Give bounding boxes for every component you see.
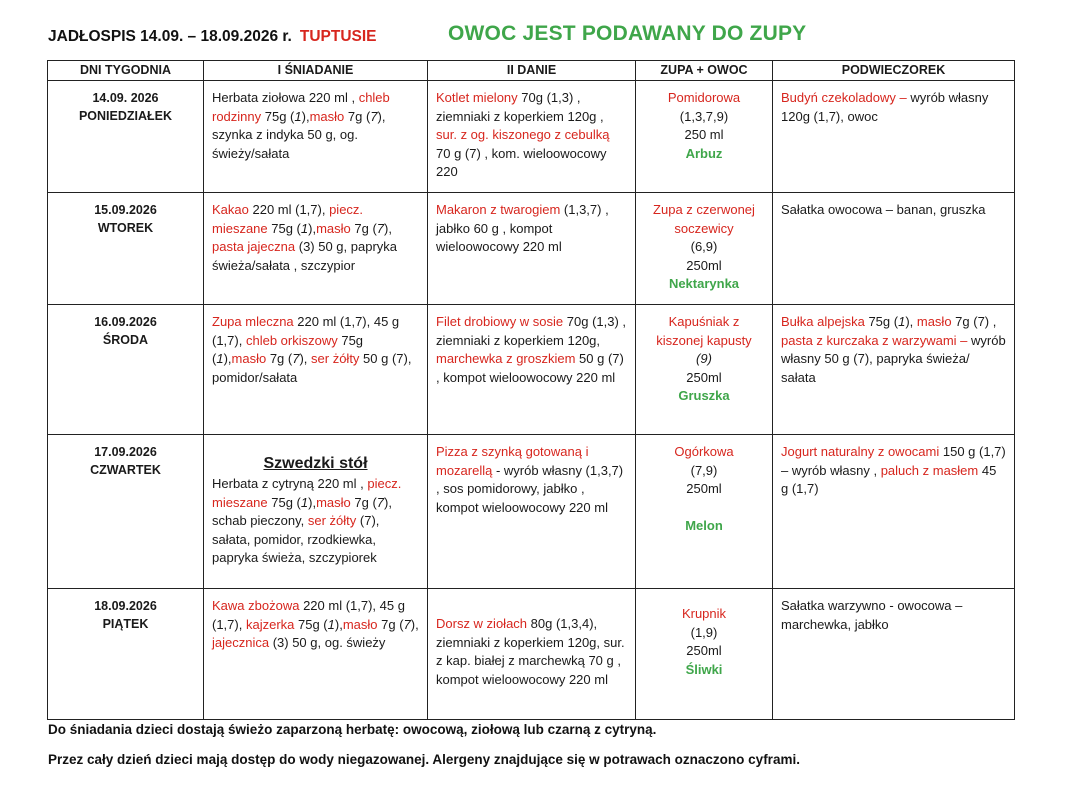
breakfast-cell bbox=[204, 81, 428, 193]
snack-text: Sałatka owocowa – banan, gruszka bbox=[781, 202, 986, 217]
soup-cell bbox=[636, 81, 773, 193]
breakfast-highlight: masło bbox=[231, 351, 267, 366]
column-header-soup-fruit: ZUPA + OWOC bbox=[636, 61, 773, 81]
day-date: 17.09.2026 bbox=[94, 445, 157, 459]
breakfast-highlight: piecz. mieszane bbox=[212, 476, 402, 510]
breakfast-text: 7g ( bbox=[377, 616, 404, 632]
snack-highlight: paluch z masłem bbox=[880, 462, 979, 478]
soup-fruit: Śliwki bbox=[685, 661, 723, 677]
breakfast-text: ), bbox=[334, 616, 343, 632]
day-date: 16.09.2026 bbox=[94, 315, 157, 329]
breakfast-text: 7g ( bbox=[350, 220, 377, 236]
allergen-mark: 1 bbox=[216, 351, 224, 366]
day-cell bbox=[48, 305, 204, 435]
snack-text: ), bbox=[905, 314, 917, 329]
breakfast-highlight: masło bbox=[316, 220, 351, 236]
breakfast-text: (3) 50 g, og. świeży bbox=[269, 635, 386, 650]
breakfast-cell bbox=[204, 193, 428, 305]
breakfast-text: ), bbox=[308, 220, 317, 236]
breakfast-text: ), bbox=[301, 108, 310, 124]
breakfast-highlight: chleb rodzinny bbox=[212, 90, 390, 124]
day-cell bbox=[48, 589, 204, 720]
breakfast-highlight: Kawa zbożowa bbox=[212, 598, 300, 613]
breakfast-highlight: kajzerka bbox=[245, 616, 295, 632]
second-course-text: 50 g (7) , kompot wieloowocowy 220 ml bbox=[436, 351, 624, 385]
soup-allergens: (1,3,7,9) bbox=[679, 108, 729, 124]
menu-title bbox=[48, 28, 377, 46]
breakfast-highlight: pasta jajeczna bbox=[212, 239, 296, 254]
special-label: Szwedzki stół bbox=[263, 455, 368, 472]
snack-text: 150 g (1,7) – wyrób własny , bbox=[781, 444, 1006, 478]
breakfast-cell bbox=[204, 305, 428, 435]
snack-cell bbox=[773, 435, 1015, 589]
snack-highlight: Budyń czekoladowy – bbox=[781, 90, 907, 105]
allergen-mark: 7 bbox=[376, 220, 385, 236]
breakfast-text: ), schab pieczony, bbox=[212, 494, 392, 528]
breakfast-text: ), bbox=[299, 351, 312, 366]
breakfast-text: 7g ( bbox=[266, 351, 293, 366]
snack-text: 45 g (1,7) bbox=[781, 462, 997, 496]
breakfast-highlight: ser żółty bbox=[311, 351, 360, 366]
day-weekday: PIĄTEK bbox=[102, 617, 149, 631]
day-date: 15.09.2026 bbox=[94, 203, 157, 217]
breakfast-highlight: Kakao bbox=[212, 202, 249, 217]
breakfast-highlight: jajecznica bbox=[212, 635, 270, 650]
breakfast-text: ), bbox=[308, 494, 317, 510]
soup-name: Krupnik bbox=[681, 606, 727, 621]
snack-text: 7g (7) , bbox=[951, 314, 997, 329]
second-course-cell bbox=[428, 589, 636, 720]
second-course-text: 70g (1,3) , ziemniaki z koperkiem 120g , bbox=[436, 90, 604, 124]
allergen-mark: 1 bbox=[327, 616, 335, 632]
breakfast-highlight: masło bbox=[309, 108, 345, 124]
breakfast-text: 75g ( bbox=[212, 332, 364, 366]
allergen-mark: 1 bbox=[294, 108, 302, 124]
snack-highlight: masło bbox=[916, 314, 952, 329]
footer-note-tea: Do śniadania dzieci dostają świeżo zaparzoną herbatę: owocową, ziołową lub czarną z cytryną. bbox=[48, 722, 657, 737]
breakfast-text: ), szynka z indyka 50 g, og. świeży/sałata bbox=[212, 108, 386, 161]
fruit-notice: OWOC JEST PODAWANY DO ZUPY bbox=[448, 22, 807, 45]
breakfast-text: 75g ( bbox=[294, 616, 328, 632]
soup-volume: 250ml bbox=[686, 643, 722, 658]
breakfast-highlight: masło bbox=[316, 494, 351, 510]
soup-cell bbox=[636, 589, 773, 720]
day-date: 18.09.2026 bbox=[94, 599, 157, 613]
breakfast-text: 75g ( bbox=[267, 494, 301, 510]
allergen-mark: 1 bbox=[300, 220, 309, 236]
second-course-text: 70g (1,3) , ziemniaki z koperkiem 120g, bbox=[436, 314, 627, 348]
table-row bbox=[48, 435, 1015, 589]
allergen-mark: 7 bbox=[370, 108, 378, 124]
breakfast-highlight: Zupa mleczna bbox=[212, 314, 294, 329]
table-row bbox=[48, 305, 1015, 435]
day-weekday: CZWARTEK bbox=[90, 463, 161, 477]
breakfast-text: 7g ( bbox=[344, 108, 371, 124]
breakfast-highlight: piecz. mieszane bbox=[212, 202, 364, 236]
snack-highlight: Jogurt naturalny z owocami bbox=[781, 444, 940, 459]
second-course-text: 80g (1,3,4), ziemniaki z koperkiem 120g, sur. z kap. białej z marchewką 70 g , kompot wieloowocowy 220 ml bbox=[436, 616, 625, 687]
soup-allergens: (1,9) bbox=[690, 624, 718, 640]
menu-title-text: JADŁOSPIS 14.09. – 18.09.2026 r. bbox=[48, 28, 292, 45]
breakfast-text: (3) 50 g, papryka świeża/sałata , szczypior bbox=[212, 239, 398, 273]
menu-table bbox=[47, 60, 1015, 720]
day-cell bbox=[48, 193, 204, 305]
soup-volume: 250ml bbox=[686, 257, 722, 273]
second-course-text: (1,3,7) , jabłko 60 g , kompot wieloowocowy 220 ml bbox=[436, 202, 609, 254]
breakfast-text: 220 ml (1,7), bbox=[248, 202, 330, 217]
soup-volume: 250 ml bbox=[684, 127, 724, 142]
allergen-mark: 1 bbox=[300, 494, 309, 510]
second-course-text: 70 g (7) , kom. wieloowocowy 220 bbox=[436, 145, 607, 179]
soup-name: Zupa z czerwonej soczewicy bbox=[653, 202, 755, 236]
soup-name: Kapuśniak z kiszonej kapusty bbox=[656, 314, 752, 348]
menu-header bbox=[48, 22, 1028, 52]
day-date: 14.09. 2026 bbox=[92, 91, 159, 105]
breakfast-text: 220 ml (1,7), 45 g (1,7), bbox=[212, 598, 405, 632]
second-course-highlight: Makaron z twarogiem bbox=[436, 202, 561, 217]
soup-cell bbox=[636, 305, 773, 435]
snack-cell bbox=[773, 589, 1015, 720]
spacer bbox=[644, 499, 764, 517]
table-row bbox=[48, 589, 1015, 720]
second-course-highlight: Kotlet mielony bbox=[436, 90, 518, 105]
breakfast-highlight: masło bbox=[342, 616, 378, 632]
second-course-cell bbox=[428, 81, 636, 193]
breakfast-text: (7), sałata, pomidor, rzodkiewka, papryka świeża, szczypiorek bbox=[212, 513, 380, 565]
second-course-highlight: Pizza z szynką gotowaną i mozarellą bbox=[436, 444, 589, 478]
allergen-mark: 7 bbox=[376, 494, 385, 510]
day-weekday: WTOREK bbox=[97, 221, 154, 235]
second-course-cell bbox=[428, 193, 636, 305]
snack-highlight: pasta z kurczaka z warzywami – bbox=[781, 332, 968, 348]
column-header-snack: PODWIECZOREK bbox=[773, 61, 1015, 81]
day-cell bbox=[48, 81, 204, 193]
table-header-row bbox=[48, 61, 1015, 81]
breakfast-highlight: chleb orkiszowy bbox=[245, 332, 338, 348]
breakfast-text: ), bbox=[410, 616, 419, 632]
snack-highlight: Bułka alpejska bbox=[781, 314, 865, 329]
group-name: TUPTUSIE bbox=[299, 28, 377, 45]
column-header-days: DNI TYGODNIA bbox=[48, 61, 204, 81]
snack-text: 75g ( bbox=[864, 314, 899, 329]
breakfast-cell bbox=[204, 589, 428, 720]
snack-cell bbox=[773, 193, 1015, 305]
second-course-highlight: Dorsz w ziołach bbox=[436, 616, 528, 631]
soup-volume: 250ml bbox=[686, 369, 722, 385]
table-row bbox=[48, 81, 1015, 193]
breakfast-highlight: ser żółty bbox=[307, 513, 357, 528]
breakfast-text: ), bbox=[223, 351, 232, 366]
soup-allergens: (9) bbox=[696, 351, 712, 366]
day-weekday: ŚRODA bbox=[102, 333, 149, 347]
breakfast-text: 7g ( bbox=[350, 494, 377, 510]
allergen-mark: 7 bbox=[292, 351, 300, 366]
soup-name: Ogórkowa bbox=[674, 444, 734, 459]
breakfast-text: 220 ml (1,7), 45 g (1,7), bbox=[212, 314, 400, 348]
allergen-mark: 1 bbox=[898, 314, 906, 329]
soup-fruit: Melon bbox=[685, 517, 723, 533]
snack-cell bbox=[773, 305, 1015, 435]
soup-allergens: (6,9) bbox=[690, 239, 718, 254]
soup-cell bbox=[636, 435, 773, 589]
second-course-cell bbox=[428, 305, 636, 435]
breakfast-cell bbox=[204, 435, 428, 589]
soup-cell bbox=[636, 193, 773, 305]
second-course-highlight: marchewka z groszkiem bbox=[436, 351, 576, 366]
breakfast-text: 50 g (7), pomidor/sałata bbox=[212, 351, 412, 385]
soup-volume: 250ml bbox=[686, 481, 722, 496]
snack-cell bbox=[773, 81, 1015, 193]
breakfast-text: Herbata ziołowa 220 ml , bbox=[212, 90, 359, 105]
second-course-highlight: Filet drobiowy w sosie bbox=[436, 314, 564, 329]
snack-text: wyrób własny 50 g (7), papryka świeża/ sałata bbox=[781, 332, 1006, 385]
soup-allergens: (7,9) bbox=[690, 462, 718, 478]
soup-fruit: Arbuz bbox=[685, 145, 723, 161]
table-row bbox=[48, 193, 1015, 305]
allergen-mark: 7 bbox=[403, 616, 411, 632]
soup-name: Pomidorowa bbox=[667, 90, 741, 105]
soup-fruit: Gruszka bbox=[678, 388, 730, 403]
column-header-breakfast: I ŚNIADANIE bbox=[204, 61, 428, 81]
day-weekday: PONIEDZIAŁEK bbox=[78, 109, 173, 123]
breakfast-text: Herbata z cytryną 220 ml , bbox=[212, 476, 368, 491]
breakfast-text: 75g ( bbox=[261, 108, 295, 124]
breakfast-text: ), bbox=[384, 220, 392, 236]
second-course-cell bbox=[428, 435, 636, 589]
soup-fruit: Nektarynka bbox=[668, 276, 740, 291]
breakfast-text: 75g ( bbox=[267, 220, 301, 236]
second-course-text: - wyrób własny (1,3,7) , sos pomidorowy, jabłko , kompot wieloowocowy 220 ml bbox=[436, 462, 624, 515]
snack-text: wyrób własny 120g (1,7), owoc bbox=[781, 90, 989, 124]
footer-note-water-allergens: Przez cały dzień dzieci mają dostęp do wody niegazowanej. Alergeny znajdujące się w potrawach oznaczono cyframi. bbox=[48, 752, 800, 767]
second-course-highlight: sur. z og. kiszonego z cebulką bbox=[436, 127, 610, 142]
snack-text: Sałatka warzywno - owocowa – marchewka, jabłko bbox=[781, 598, 963, 632]
day-cell bbox=[48, 435, 204, 589]
column-header-second-course: II DANIE bbox=[428, 61, 636, 81]
